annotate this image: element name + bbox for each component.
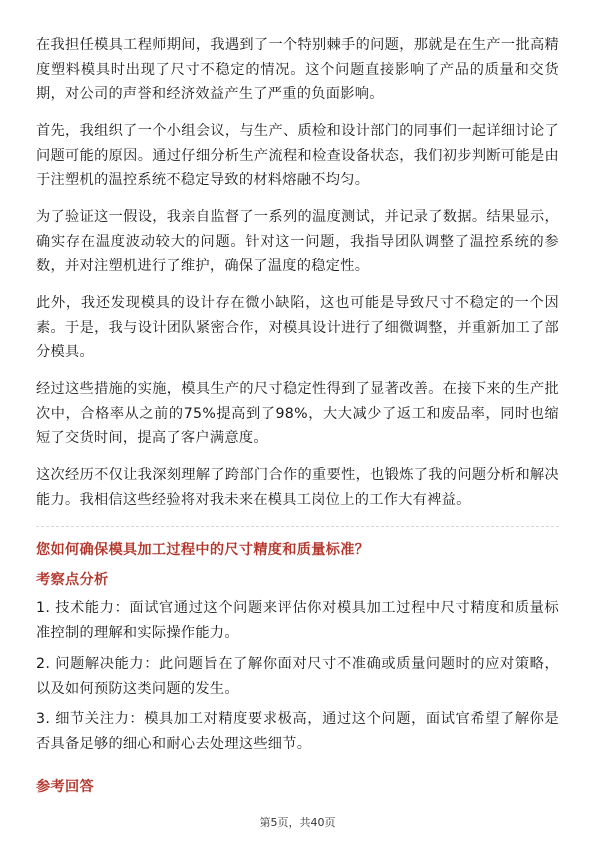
story-paragraph-4: 此外，我还发现模具的设计存在微小缺陷，这也可能是导致尺寸不稳定的一个因素。于是，我与设计团队紧密合作，对模具设计进行了细微调整，并重新加工了部分模具。: [36, 295, 559, 360]
section-divider: [36, 526, 559, 527]
story-paragraph-3: 为了验证这一假设，我亲自监督了一系列的温度测试，并记录了数据。结果显示，确实存在温度波动较大的问题。针对这一问题，我指导团队调整了温控系统的参数，并对注塑机进行了维护，确保了温度的稳定性。: [36, 209, 559, 274]
analysis-points-list: [36, 596, 559, 763]
reference-heading: 参考回答: [36, 779, 94, 795]
analysis-point: 2. 问题解决能力：此问题旨在了解你面对尺寸不准确或质量问题时的应对策略，以及如何预防这类问题的发生。: [36, 655, 559, 697]
story-paragraph-2: 首先，我组织了一个小组会议，与生产、质检和设计部门的同事们一起详细讨论了问题可能的原因。通过仔细分析生产流程和检查设备状态，我们初步判断可能是由于注塑机的温控系统不稳定导致的材料熔融不均匀。: [36, 123, 559, 188]
story-paragraph-1: 在我担任模具工程师期间，我遇到了一个特别棘手的问题，那就是在生产一批高精度塑料模具时出现了尺寸不稳定的情况。这个问题直接影响了产品的质量和交货期，对公司的声誉和经济效益产生了严重的负面影响。: [36, 37, 559, 102]
analysis-point: 3. 细节关注力：模具加工对精度要求极高，通过这个问题，面试官希望了解你是否具备足够的细心和耐心去处理这些细节。: [36, 711, 559, 752]
story-paragraph-6: 这次经历不仅让我深刻理解了跨部门合作的重要性，也锻炼了我的问题分析和解决能力。我相信这些经验将对我未来在模具工岗位上的工作大有裨益。: [36, 467, 559, 508]
analysis-point: 1. 技术能力：面试官通过这个问题来评估你对模具加工过程中尺寸精度和质量标准控制的理解和实际操作能力。: [36, 600, 559, 641]
story-paragraph-5: 经过这些措施的实施，模具生产的尺寸稳定性得到了显著改善。在接下来的生产批次中，合格率从之前的75%提高到了98%，大大减少了返工和废品率，同时也缩短了交货时间，提高了客户满意度。: [36, 381, 559, 446]
page-number-footer: 第5页，共40页: [259, 816, 336, 829]
question-title: 您如何确保模具加工过程中的尺寸精度和质量标准？: [36, 542, 370, 558]
analysis-heading: 考察点分析: [36, 572, 109, 588]
